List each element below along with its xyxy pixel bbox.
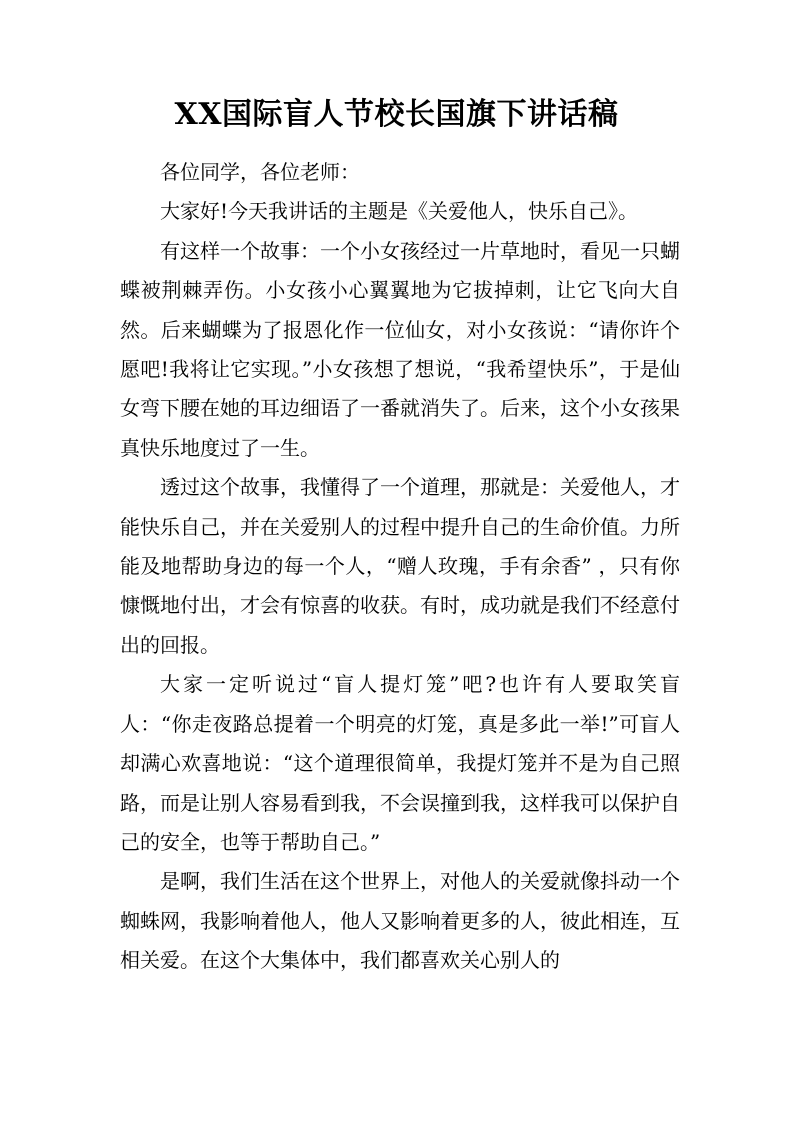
paragraph-lesson: 透过这个故事，我懂得了一个道理，那就是：关爱他人，才能快乐自己，并在关爱别人的过程中提升自己的生命价值。力所能及地帮助身边的每一个人，“赠人玫瑰，手有余香” ，只有你慷慨地付出，才会有惊喜的收获。有时，成功就是我们不经意付出的回报。: [120, 475, 680, 657]
paragraph-spiderweb: 是啊，我们生活在这个世界上，对他人的关爱就像抖动一个蜘蛛网，我影响着他人，他人又影响着更多的人，彼此相连，互相关爱。在这个大集体中，我们都喜欢关心别人的: [120, 869, 680, 973]
document-title: XX国际盲人节校长国旗下讲话稿: [174, 97, 619, 132]
paragraph-lantern: 大家一定听说过“盲人提灯笼”吧?也许有人要取笑盲人：“你走夜路总提着一个明亮的灯笼，真是多此一举!”可盲人却满心欢喜地说：“这个道理很简单，我提灯笼并不是为自己照路，而是让别人容易看到我，不会误撞到我，这样我可以保护自己的安全，也等于帮助自己。”: [120, 672, 680, 854]
paragraph-greeting: 各位同学，各位老师：: [160, 160, 360, 184]
document-body: [120, 153, 680, 981]
paragraph-story: 有这样一个故事：一个小女孩经过一片草地时，看见一只蝴蝶被荆棘弄伤。小女孩小心翼翼地为它拔掉刺，让它飞向大自然。后来蝴蝶为了报恩化作一位仙女，对小女孩说：“请你许个愿吧!我将让它实现。”小女孩想了想说，“我希望快乐”，于是仙女弯下腰在她的耳边细语了一番就消失了。后来，这个小女孩果真快乐地度过了一生。: [120, 238, 680, 460]
paragraph-topic: 大家好!今天我讲话的主题是《关爱他人，快乐自己》。: [160, 199, 639, 224]
